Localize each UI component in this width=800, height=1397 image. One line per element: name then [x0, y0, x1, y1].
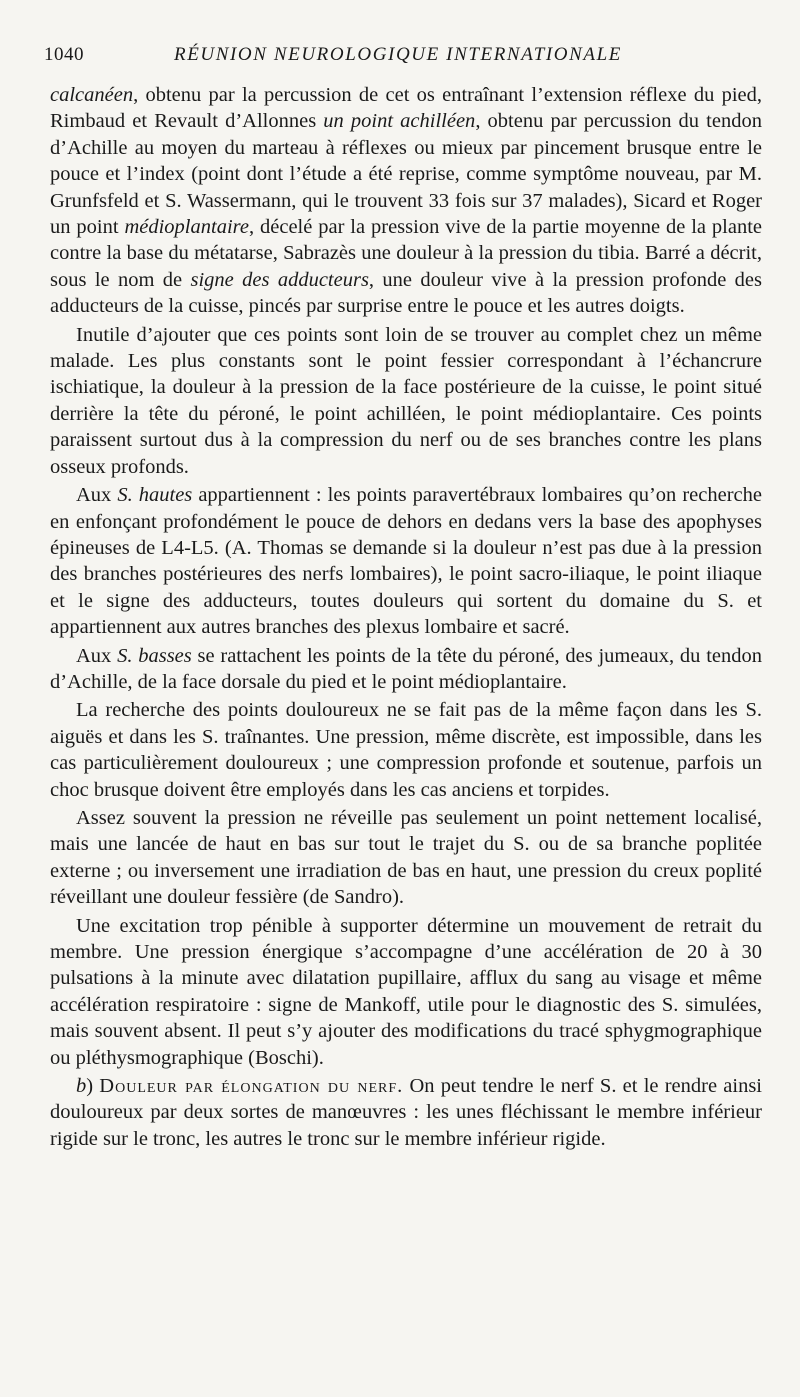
- italic-text: signe des adducteurs: [190, 268, 369, 291]
- page-number: 1040: [44, 44, 84, 65]
- text-run: On peut tendre le nerf S. et le rendre ainsi douloureux par deux sortes de manœuvres : les unes fléchissant le membre inférieur rigide sur le tronc, les autres le tronc sur le membre inférieur rigide.: [50, 1075, 762, 1150]
- italic-text: S. basses: [117, 644, 192, 667]
- text-run: La recherche des points douloureux ne se fait pas de la même façon dans les S. aiguës et dans les S. traînantes. Une pression, même discrète, est impossible, dans les cas particulièrement douloureux ; une compression profonde et soutenue, parfois un choc brusque doivent être employés dans les cas anciens et torpides.: [50, 699, 762, 801]
- text-run: , décelé par la pression vive de la partie moyenne de la plante contre la base du métatarse, Sabrazès une douleur à la pression du tibia. Barré a décrit, sous le nom de: [50, 216, 762, 291]
- paragraph: [50, 322, 762, 480]
- text-run: , obtenu par la percussion de cet os entraînant l’extension réflexe du pied, Rimbaud et Revault d’Allonnes: [50, 84, 762, 133]
- text-run: se rattachent les points de la tête du péroné, des jumeaux, du tendon d’Achille, de la face dorsale du pied et le point médioplantaire.: [50, 644, 762, 693]
- paragraph: [50, 482, 762, 640]
- text-run: Aux: [76, 644, 118, 667]
- body-text: [50, 82, 762, 1152]
- text-run: appartiennent : les points paravertébraux lombaires qu’on recherche en enfonçant profondément le pouce de dehors en dedans vers la base des apophyses épineuses de L4-L5. (A. Thomas se demande si la douleur n’est pas due à la pression des branches postérieures des nerfs lombaires), le point sacro-iliaque, le point iliaque et le signe des adducteurs, toutes douleurs qui sortent du domaine du S. et appartiennent aux autres branches des plexus lombaire et sacré.: [50, 484, 762, 639]
- text-run: ): [86, 1075, 100, 1098]
- paragraph: [50, 913, 762, 1071]
- italic-text: médioplantaire: [124, 216, 249, 239]
- paragraph: [50, 697, 762, 803]
- running-title: RÉUNION NEUROLOGIQUE INTERNATIONALE: [174, 44, 622, 65]
- italic-text: calcanéen: [50, 84, 134, 106]
- paragraph: [50, 82, 762, 320]
- text-run: Une excitation trop pénible à supporter détermine un mouvement de retrait du membre. Une pression énergique s’accompagne d’une accélération de 20 à 30 pulsations à la minute avec dilatation pupillaire, afflux du sang au visage et même accélération respiratoire : signe de Mankoff, utile pour le diagnostic des S. simulées, mais souvent absent. Il peut s’y ajouter des modifications du tracé sphygmographique ou pléthysmographique (Boschi).: [50, 914, 762, 1069]
- text-run: Inutile d’ajouter que ces points sont loin de se trouver au complet chez un même malade. Les plus constants sont le point fessier correspondant à l’échancrure ischiatique, la douleur à la pression de la face postérieure de la cuisse, le point situé derrière la tête du péroné, le point achilléen, le point médioplantaire. Ces points paraissent surtout dus à la compression du nerf ou de ses branches contre les plans osseux profonds.: [50, 323, 762, 478]
- text-run: , une douleur vive à la pression profonde des adducteurs de la cuisse, pincés par surprise entre le pouce et les autres doigts.: [50, 268, 762, 318]
- text-run: , obtenu par percussion du tendon d’Achille au moyen du marteau à réflexes ou mieux par pincement brusque entre le pouce et l’index (point dont l’étude a été reprise, comme symptôme nouveau, par M. Grunfsfeld et S. Wassermann, qui le trouvent 33 fois sur 37 malades), Sicard et Roger un point: [50, 110, 762, 239]
- text-run: Assez souvent la pression ne réveille pas seulement un point nettement localisé, mais une lancée de haut en bas sur tout le trajet du S. ou de sa branche poplitée externe ; ou inversement une irradiation de bas en haut, une pression du creux poplité réveillant une douleur fessière (de Sandro).: [50, 806, 762, 909]
- italic-text: un point achilléen: [323, 110, 476, 133]
- paragraph: [50, 1073, 762, 1152]
- section-heading: Douleur par élongation du nerf.: [99, 1075, 404, 1098]
- text-run: Aux: [76, 484, 118, 507]
- italic-text: b: [76, 1075, 87, 1098]
- paragraph: [50, 805, 762, 911]
- page-header: [44, 44, 744, 74]
- italic-text: S. hautes: [117, 484, 193, 507]
- paragraph: [50, 643, 762, 696]
